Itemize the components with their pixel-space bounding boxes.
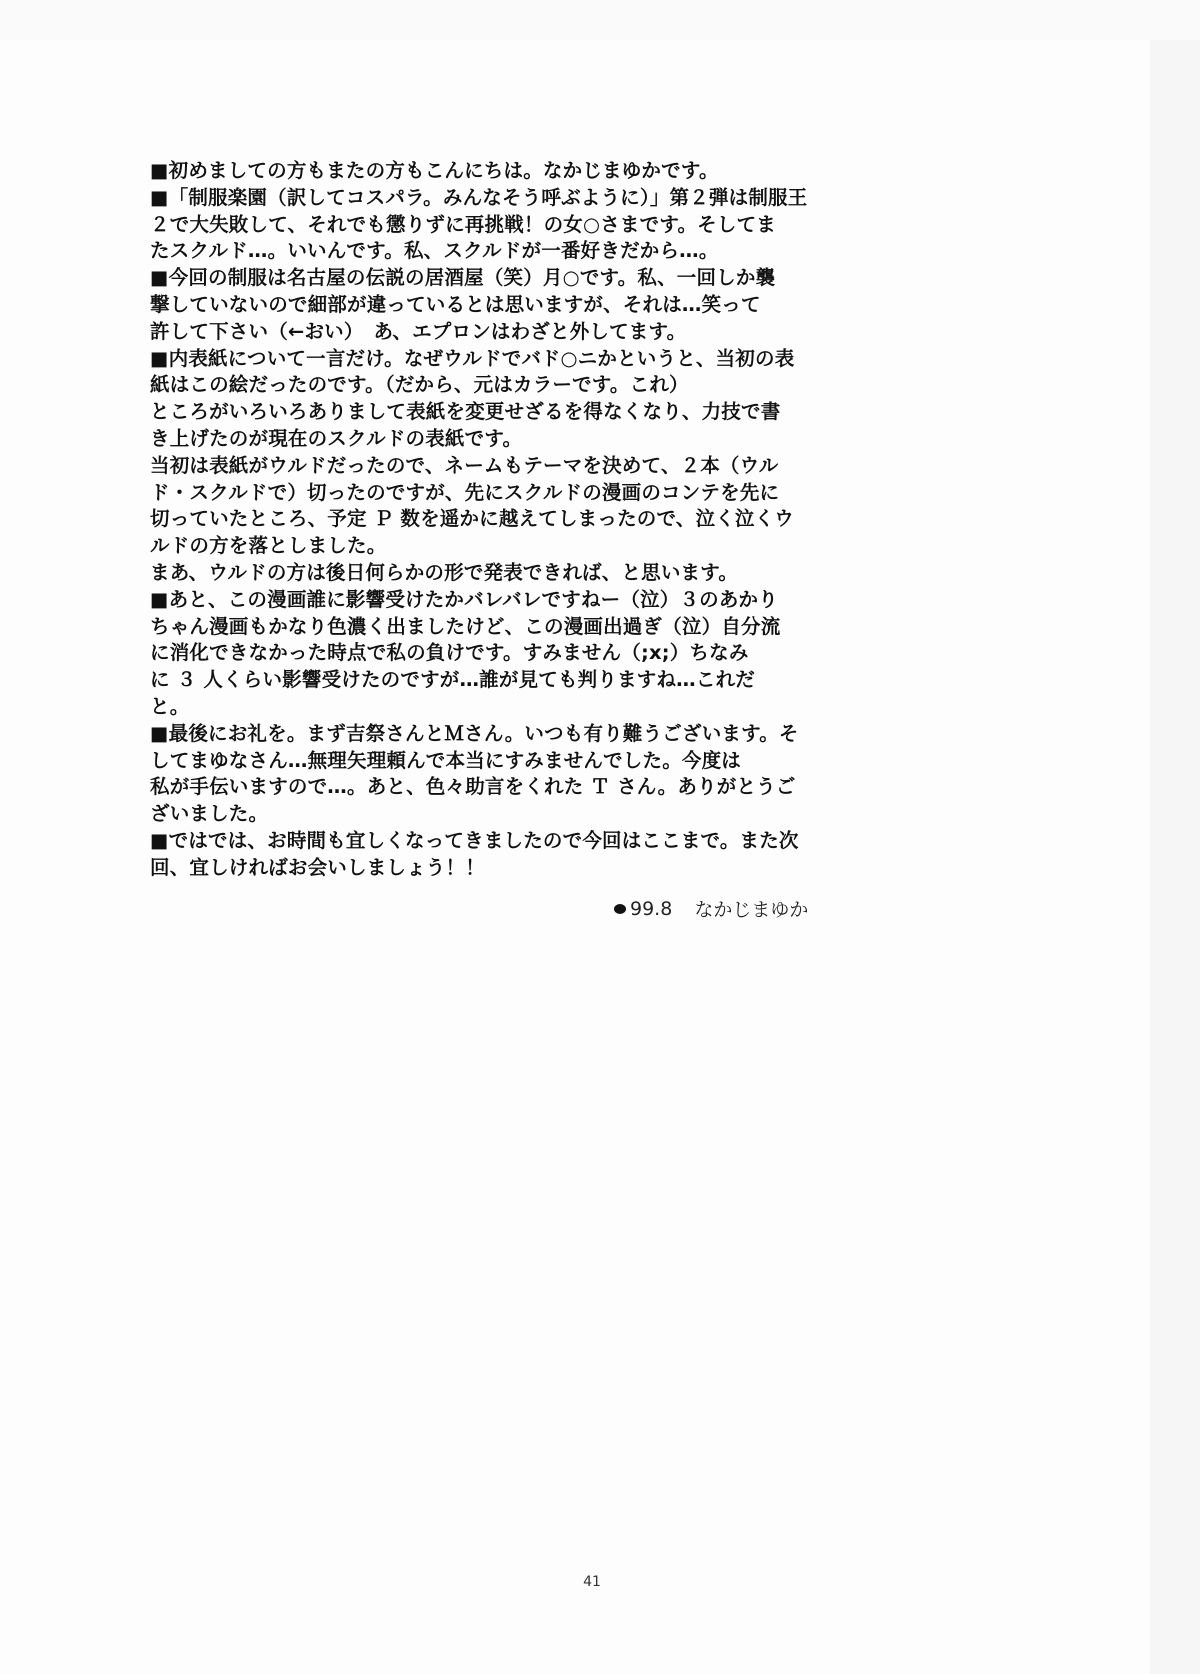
text-line: 回、宜しければお会いしましょう！！ (150, 855, 485, 879)
paragraph-uniform (150, 265, 790, 345)
bullet-dot-icon (614, 904, 626, 914)
text-line: 当初は表紙がウルドだったので、ネームもテーマを決めて、２本（ウル (150, 453, 779, 477)
text-line: ■今回の制服は名古屋の伝説の居酒屋（笑）月○です。私、一回しか襲 (150, 266, 776, 290)
text-line: ルドの方を落としました。 (150, 534, 387, 558)
text-line: 紙はこの絵だったのです。（だから、元はカラーです。これ） (150, 373, 689, 397)
text-line: ■ではでは、お時間も宜しくなってきましたので今回はここまで。また次 (150, 828, 799, 852)
paragraph-greeting (150, 158, 790, 185)
text-line: ■内表紙について一言だけ。なぜウルドでバド○ニかというと、当初の表 (150, 346, 795, 370)
afterword-text (150, 158, 808, 882)
signature-name: なかじまゆか (694, 899, 809, 921)
text-line: まあ、ウルドの方は後日何らかの形で発表できれば、と思います。 (150, 560, 739, 584)
text-line: ■初めましての方もまたの方もこんにちは。なかじまゆかです。 (150, 159, 719, 182)
text-line: ちゃん漫画もかなり色濃く出ましたけど、この漫画出過ぎ（泣）自分流 (150, 614, 781, 638)
text-line: 切っていたところ、予定 Ｐ 数を遥かに越えてしまったので、泣く泣くウ (150, 507, 794, 531)
page-number: 41 (583, 1574, 601, 1590)
text-line: 許して下さい（←おい） あ、エプロンはわざと外してます。 (150, 319, 687, 343)
paragraph-series (150, 185, 808, 265)
text-line: き上げたのが現在のスクルドの表紙です。 (150, 426, 523, 450)
text-line: に ３ 人くらい影響受けたのですが…誰が見ても判りますね…これだ (150, 668, 755, 692)
paragraph-thanks (150, 721, 799, 828)
text-line: ２で大失敗して、それでも懲りずに再挑戦！の女○さまです。そしてま (150, 212, 776, 236)
paragraph-closing (150, 828, 799, 882)
handwritten-signature (614, 895, 808, 922)
text-line: ところがいろいろありまして表紙を変更せざるを得なくなり、力技で書 (150, 400, 781, 424)
text-line: してまゆなさん…無理矢理頼んで本当にすみませんでした。今度は (150, 748, 742, 772)
text-line: ざいました。 (150, 802, 269, 826)
text-line: 私が手伝いますので…。あと、色々助言をくれた Ｔ さん。ありがとうご (150, 775, 796, 799)
text-line: ド・スクルドで）切ったのですが、先にスクルドの漫画のコンテを先に (150, 480, 780, 504)
signature-date: 99.8 (630, 897, 673, 920)
text-line: ■最後にお礼を。まず吉祭さんとＭさん。いつも有り難うございます。そ (150, 721, 799, 745)
paragraph-cover (150, 346, 795, 587)
text-line: たスクルド…。いいんです。私、スクルドが一番好きだから…。 (150, 239, 719, 263)
text-line: 撃していないので細部が違っているとは思いますが、それは…笑って (150, 292, 761, 316)
text-line: に消化できなかった時点で私の負けです。すみません（;x;）ちなみ (150, 641, 749, 665)
paragraph-influence (150, 587, 790, 721)
text-line: ■「制服楽園（訳してコスパラ。みんなそう呼ぶように）」第２弾は制服王 (150, 185, 808, 209)
text-line: ■あと、この漫画誰に影響受けたかバレバレですねー（泣）３のあかり (150, 587, 778, 611)
text-line: と。 (150, 694, 190, 718)
